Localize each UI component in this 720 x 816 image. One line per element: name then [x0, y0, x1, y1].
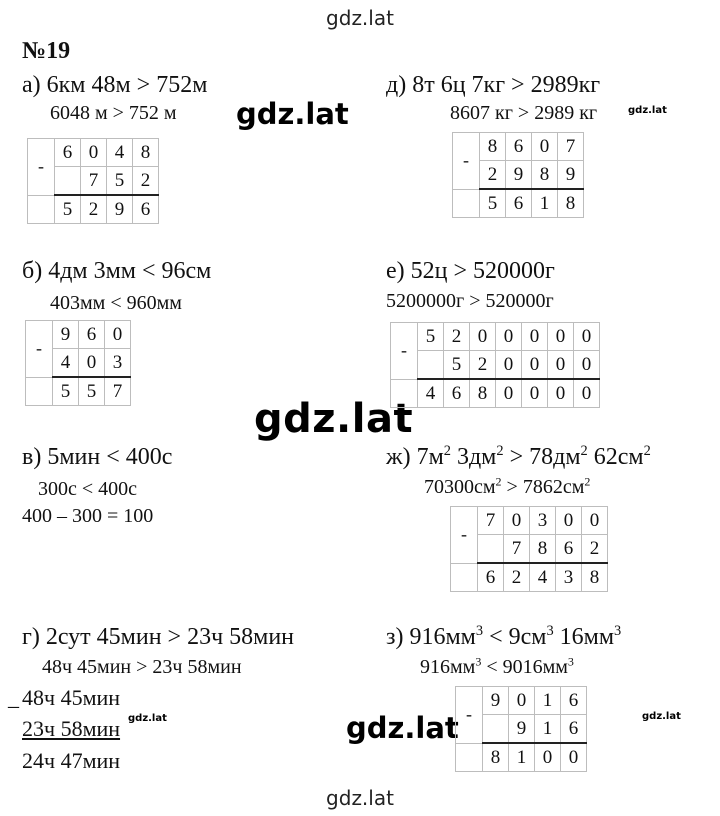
minus-sign: - — [26, 321, 53, 378]
digit-cell: 8 — [558, 189, 584, 218]
digit-cell: 1 — [532, 189, 558, 218]
digit-cell: 6 — [55, 139, 81, 167]
watermark-top: gdz.lat — [326, 6, 394, 30]
watermark-bottom: gdz.lat — [326, 786, 394, 810]
digit-cell — [418, 351, 444, 380]
digit-cell: 8 — [530, 535, 556, 564]
digit-cell: 5 — [53, 377, 79, 406]
digit-cell: 5 — [55, 195, 81, 224]
digit-cell: 0 — [548, 351, 574, 380]
digit-cell: 0 — [470, 323, 496, 351]
digit-cell: 0 — [582, 507, 608, 535]
digit-cell: 0 — [522, 351, 548, 380]
item-zh-subline: $70300см^2 > 7862см^2$ — [424, 474, 591, 498]
item-v-calculation: 400 – 300 = 100 — [22, 505, 154, 527]
digit-cell: 2 — [470, 351, 496, 380]
digit-cell: 7 — [81, 167, 107, 196]
digit-cell: 8 — [483, 743, 509, 772]
digit-cell: 2 — [480, 161, 506, 190]
digit-cell: 9 — [107, 195, 133, 224]
digit-cell: 9 — [506, 161, 532, 190]
watermark-small-g: gdz.lat — [128, 713, 167, 724]
digit-cell: 0 — [509, 687, 535, 715]
item-b-subtraction-table — [25, 320, 131, 406]
digit-cell: 3 — [530, 507, 556, 535]
watermark-z: gdz.lat — [346, 711, 459, 745]
digit-cell: 0 — [522, 379, 548, 408]
digit-cell: 7 — [105, 377, 131, 406]
digit-cell — [483, 715, 509, 744]
digit-cell: 6 — [506, 189, 532, 218]
digit-cell: 9 — [558, 161, 584, 190]
digit-cell: 5 — [107, 167, 133, 196]
digit-cell: 6 — [561, 687, 587, 715]
item-d-subtraction-table — [452, 132, 584, 218]
digit-cell: 0 — [574, 323, 600, 351]
minus-sign: - — [453, 133, 480, 190]
digit-cell: 3 — [105, 349, 131, 378]
digit-cell: 0 — [532, 133, 558, 161]
item-g-subtrahend: 23ч 58мин — [22, 716, 121, 741]
digit-cell: 6 — [556, 535, 582, 564]
item-a-subline: 6048 м > 752 м — [50, 102, 177, 124]
digit-cell: 6 — [478, 563, 504, 592]
digit-cell: 8 — [133, 139, 159, 167]
digit-cell: 2 — [81, 195, 107, 224]
digit-cell: 0 — [535, 743, 561, 772]
digit-cell: 6 — [506, 133, 532, 161]
digit-cell: 0 — [496, 323, 522, 351]
minus-sign: - — [456, 687, 483, 744]
digit-cell: 0 — [522, 323, 548, 351]
digit-cell: 9 — [53, 321, 79, 349]
digit-cell: 8 — [532, 161, 558, 190]
minus-sign: - — [451, 507, 478, 564]
item-g-difference: 24ч 47мин — [22, 748, 121, 773]
item-a-subtraction-table — [27, 138, 159, 224]
digit-cell: 0 — [574, 379, 600, 408]
digit-cell: 0 — [548, 323, 574, 351]
item-d-heading: д) 8т 6ц 7кг > 2989кг — [386, 72, 601, 98]
digit-cell: 6 — [79, 321, 105, 349]
digit-cell: 0 — [504, 507, 530, 535]
watermark-small-d: gdz.lat — [628, 105, 667, 116]
digit-cell: 0 — [79, 349, 105, 378]
digit-cell: 4 — [418, 379, 444, 408]
digit-cell: 5 — [480, 189, 506, 218]
digit-cell: 7 — [558, 133, 584, 161]
watermark-a: gdz.lat — [236, 97, 349, 131]
item-v-heading: в) 5мин < 400с — [22, 444, 173, 470]
digit-cell: 6 — [561, 715, 587, 744]
item-zh-subtraction-table — [450, 506, 608, 592]
watermark-small-z: gdz.lat — [642, 711, 681, 722]
item-e-subline: 5200000г > 520000г — [386, 290, 554, 312]
item-g-minus-sign: _ — [8, 685, 19, 710]
digit-cell: 5 — [444, 351, 470, 380]
watermark-center: gdz.lat — [254, 396, 414, 442]
digit-cell: 4 — [107, 139, 133, 167]
item-g-minuend: 48ч 45мин — [22, 685, 121, 710]
digit-cell: 2 — [133, 167, 159, 196]
digit-cell: 0 — [496, 379, 522, 408]
item-zh-heading: ж) $7м^2$ $3дм^2 > 78дм^2$ $62см^2$ — [386, 443, 651, 470]
digit-cell: 0 — [105, 321, 131, 349]
digit-cell: 9 — [483, 687, 509, 715]
item-b-subline: 403мм < 960мм — [50, 292, 182, 314]
digit-cell: 4 — [530, 563, 556, 592]
digit-cell: 0 — [574, 351, 600, 380]
digit-cell: 8 — [480, 133, 506, 161]
digit-cell: 6 — [133, 195, 159, 224]
minus-sign: - — [391, 323, 418, 380]
item-z-subtraction-table — [455, 686, 587, 772]
item-d-subline: 8607 кг > 2989 кг — [450, 102, 598, 124]
digit-cell: 7 — [504, 535, 530, 564]
digit-cell: 2 — [582, 535, 608, 564]
digit-cell: 0 — [548, 379, 574, 408]
digit-cell: 5 — [418, 323, 444, 351]
digit-cell: 2 — [504, 563, 530, 592]
minus-sign: - — [28, 139, 55, 196]
digit-cell: 7 — [478, 507, 504, 535]
digit-cell — [478, 535, 504, 564]
digit-cell: 8 — [582, 563, 608, 592]
digit-cell: 0 — [561, 743, 587, 772]
digit-cell: 3 — [556, 563, 582, 592]
item-e-heading: е) 52ц > 520000г — [386, 258, 555, 284]
item-g-subline: 48ч 45мин > 23ч 58мин — [42, 656, 242, 678]
item-v-subline: 300с < 400с — [38, 478, 138, 500]
digit-cell: 9 — [509, 715, 535, 744]
digit-cell: 8 — [470, 379, 496, 408]
digit-cell: 2 — [444, 323, 470, 351]
digit-cell: 0 — [556, 507, 582, 535]
item-b-heading: б) 4дм 3мм < 96см — [22, 258, 212, 284]
digit-cell: 5 — [79, 377, 105, 406]
digit-cell: 1 — [509, 743, 535, 772]
item-z-heading: з) $916мм^3 < 9см^3$ $16мм^3$ — [386, 623, 622, 650]
item-a-heading: а) 6км 48м > 752м — [22, 72, 208, 98]
digit-cell: 1 — [535, 687, 561, 715]
digit-cell: 0 — [81, 139, 107, 167]
problem-title: №19 — [22, 38, 71, 64]
item-g-heading: г) 2сут 45мин > 23ч 58мин — [22, 624, 295, 650]
digit-cell: 0 — [496, 351, 522, 380]
digit-cell — [55, 167, 81, 196]
item-e-subtraction-table — [390, 322, 600, 408]
item-z-subline: $916мм^3 < 9016мм^3$ — [420, 654, 574, 678]
digit-cell: 6 — [444, 379, 470, 408]
digit-cell: 4 — [53, 349, 79, 378]
digit-cell: 1 — [535, 715, 561, 744]
